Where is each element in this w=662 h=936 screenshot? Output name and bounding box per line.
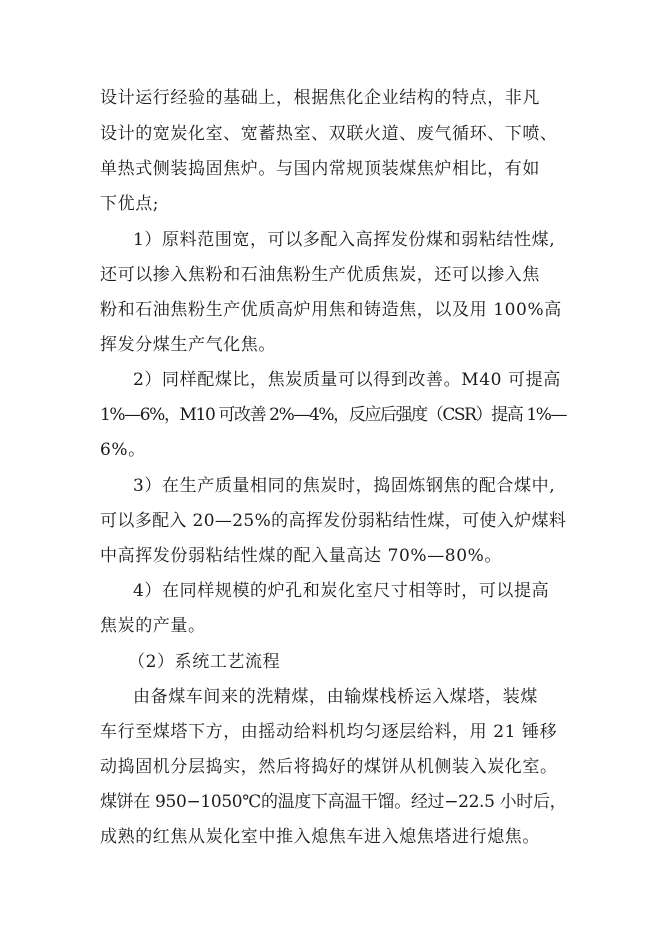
section-heading: （2）系统工艺流程 xyxy=(128,652,281,672)
list-item-3-start: 3）在生产质量相同的焦炭时，捣固炼钢焦的配合煤中, xyxy=(133,476,556,496)
body-text-line: 1%—6%，M10 可改善 2%—4%，反应后强度（CSR）提高 1%— xyxy=(100,405,567,425)
body-text-line: 6%。 xyxy=(100,440,146,460)
body-text-line: 车行至煤塔下方，由摇动给料机均匀逐层给料，用 21 锤移 xyxy=(100,722,558,742)
body-text-line: 下优点; xyxy=(100,194,160,214)
body-text-line: 设计运行经验的基础上，根据焦化企业结构的特点，非凡 xyxy=(100,88,540,108)
body-text-line: 成熟的红焦从炭化室中推入熄焦车进入熄焦塔进行熄焦。 xyxy=(100,827,540,847)
body-text-line: 中高挥发份弱粘结性煤的配入量高达 70%—80%。 xyxy=(100,546,502,566)
list-item-2-start: 2）同样配煤比，焦炭质量可以得到改善。M40 可提高 xyxy=(133,370,561,390)
body-text-line: 设计的宽炭化室、宽蓄热室、双联火道、废气循环、下喷、 xyxy=(100,124,558,144)
list-item-4-start: 4）在同样规模的炉孔和炭化室尺寸相等时，可以提高 xyxy=(133,581,550,601)
body-text-line: 煤饼在 950−1050℃的温度下高温干馏。经过−22.5 小时后， xyxy=(100,792,567,812)
list-item-1-start: 1）原料范围宽，可以多配入高挥发份煤和弱粘结性煤, xyxy=(133,230,556,250)
paragraph-start: 由备煤车间来的洗精煤，由输煤栈桥运入煤塔，装煤 xyxy=(133,687,538,707)
body-text-line: 单热式侧装捣固焦炉。与国内常规顶装煤焦炉相比，有如 xyxy=(100,159,540,179)
body-text-line: 还可以掺入焦粉和石油焦粉生产优质焦炭，还可以掺入焦 xyxy=(100,265,540,285)
body-text-line: 动捣固机分层捣实，然后将捣好的煤饼从机侧装入炭化室。 xyxy=(100,757,558,777)
body-text-line: 焦炭的产量。 xyxy=(100,616,206,636)
body-text-line: 粉和石油焦粉生产优质高炉用焦和铸造焦，以及用 100%高 xyxy=(100,300,562,320)
body-text-line: 挥发分煤生产气化焦。 xyxy=(100,335,276,355)
body-text-line: 可以多配入 20—25%的高挥发份弱粘结性煤，可使入炉煤料 xyxy=(100,511,567,531)
